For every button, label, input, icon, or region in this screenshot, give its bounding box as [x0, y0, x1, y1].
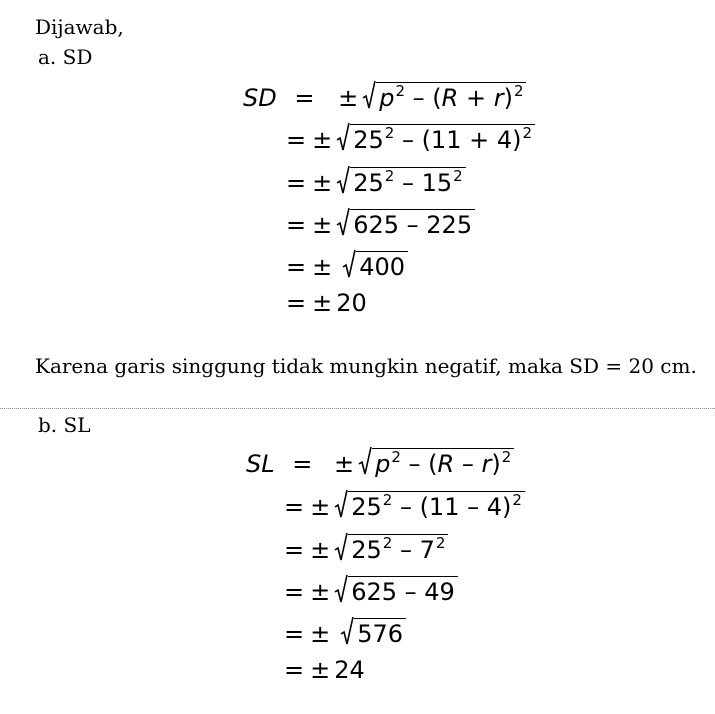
part-a-result: 20 — [336, 289, 367, 317]
square-root: $25^2 - 15^2$ — [336, 165, 465, 195]
square-root: $25^2 - (11 + 4)^2$ — [336, 122, 535, 152]
equals-sign: = — [284, 536, 305, 564]
plus-minus-sign: ± — [312, 253, 333, 281]
part-a-line-3 — [286, 165, 466, 195]
square-root: $p^2 - (R + r)^2$ — [362, 80, 526, 110]
part-a-conclusion: Karena garis singgung tidak mungkin negatif, maka SD = 20 cm. — [35, 354, 697, 378]
equals-sign: = — [286, 169, 307, 197]
plus-minus-sign: ± — [338, 84, 359, 112]
part-b-result: 24 — [334, 656, 365, 684]
part-a-lhs: SD — [243, 84, 277, 112]
plus-minus-sign: ± — [310, 536, 331, 564]
part-a-line-1 — [243, 80, 526, 110]
equals-sign: = — [292, 450, 313, 478]
equals-sign: = — [284, 578, 305, 606]
equals-sign: = — [294, 84, 315, 112]
plus-minus-sign: ± — [312, 126, 333, 154]
square-root: 625 – 49 — [334, 574, 458, 604]
plus-minus-sign: ± — [312, 289, 333, 317]
part-b-line-3 — [284, 532, 448, 562]
part-b-line-1 — [246, 446, 514, 476]
square-root: 400 — [342, 249, 408, 279]
equals-sign: = — [286, 126, 307, 154]
plus-minus-sign: ± — [310, 620, 331, 648]
equals-sign: = — [286, 211, 307, 239]
part-a-line-5 — [286, 249, 408, 279]
part-b-line-2 — [284, 489, 525, 519]
square-root: 625 – 225 — [336, 207, 475, 237]
plus-minus-sign: ± — [312, 169, 333, 197]
equals-sign: = — [286, 253, 307, 281]
part-b-lhs: SL — [246, 450, 275, 478]
part-a-line-4 — [286, 207, 475, 237]
intro-text: Dijawab, — [35, 15, 124, 39]
part-a-label: a. SD — [38, 45, 93, 69]
equals-sign: = — [284, 656, 305, 684]
plus-minus-sign: ± — [310, 493, 331, 521]
square-root: 576 — [340, 616, 406, 646]
plus-minus-sign: ± — [312, 211, 333, 239]
square-root: $25^2 - 7^2$ — [334, 532, 448, 562]
part-a-line-2 — [286, 122, 535, 152]
part-b-label: b. SL — [38, 413, 91, 437]
section-divider — [0, 408, 715, 409]
plus-minus-sign: ± — [310, 578, 331, 606]
square-root: $p^2 - (R - r)^2$ — [358, 446, 514, 476]
equals-sign: = — [286, 289, 307, 317]
plus-minus-sign: ± — [310, 656, 331, 684]
part-b-line-4 — [284, 574, 458, 604]
equals-sign: = — [284, 493, 305, 521]
part-b-line-6 — [284, 658, 365, 682]
plus-minus-sign: ± — [334, 450, 355, 478]
part-a-line-6 — [286, 291, 367, 315]
square-root: $25^2 - (11 - 4)^2$ — [334, 489, 525, 519]
part-b-line-5 — [284, 616, 406, 646]
equals-sign: = — [284, 620, 305, 648]
